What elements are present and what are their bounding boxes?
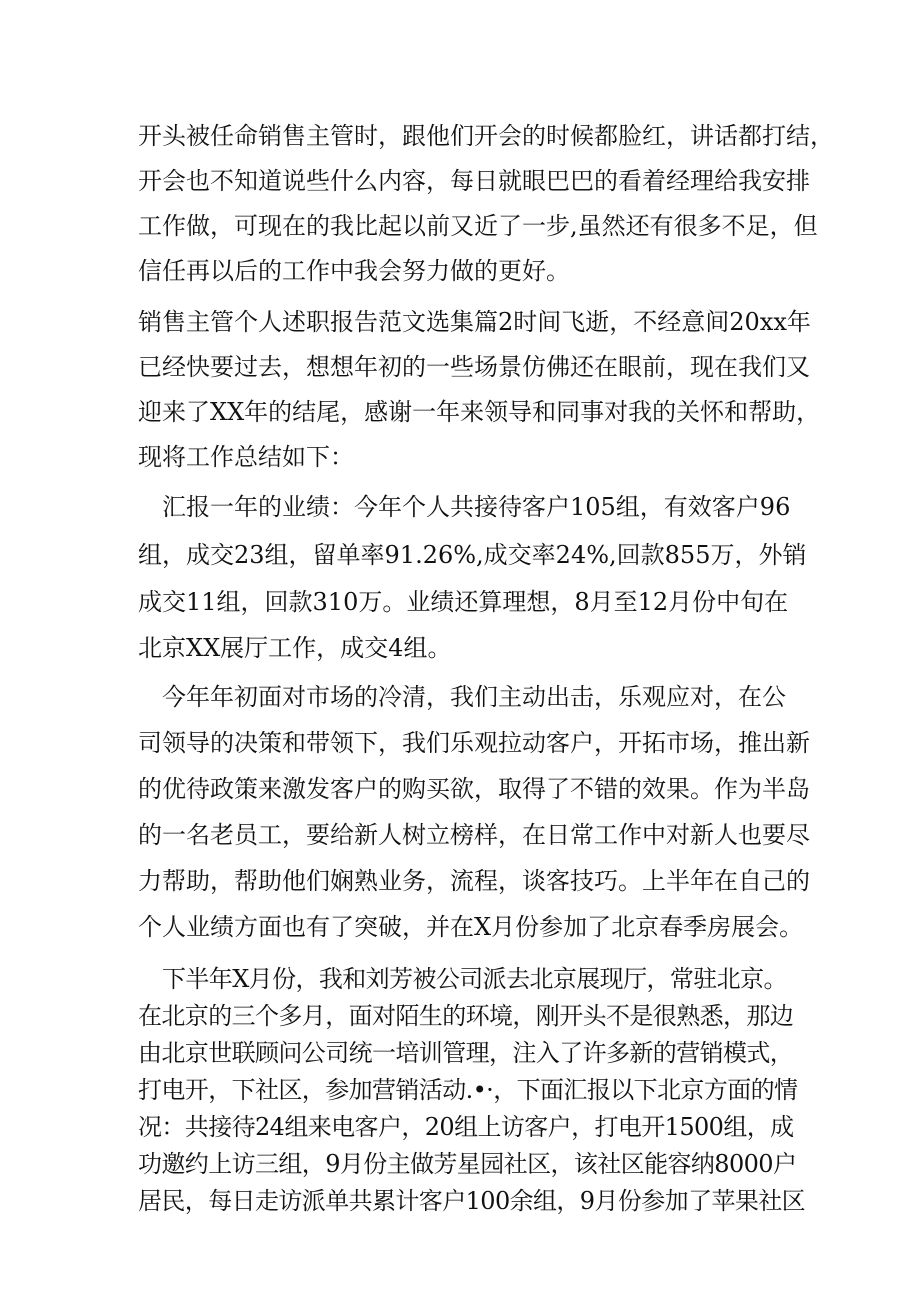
text-line: 下半年X月份，我和刘芳被公司派去北京展现厅，常驻北京。: [162, 965, 787, 993]
text-line: 销售主管个人述职报告范文选集篇2时间飞逝，不经意间20xx年: [138, 308, 811, 336]
text-line: 今年年初面对市场的冷清，我们主动出击，乐观应对，在公: [162, 683, 786, 711]
text-line: 力帮助，帮助他们娴熟业务，流程，谈客技巧。上半年在自己的: [138, 867, 810, 895]
text-line: 现将工作总结如下：: [138, 443, 354, 471]
text-line: 打电开，下社区，参加营销活动.•·，下面汇报以下北京方面的情: [138, 1076, 798, 1104]
text-line: 功邀约上访三组，9月份主做芳星园社区，该社区能容纳8000户: [138, 1150, 797, 1178]
text-line: 成交11组，回款310万。业绩还算理想，8月至12月份中旬在: [138, 588, 789, 616]
text-line: 开会也不知道说些什么内容，每日就眼巴巴的看着经理给我安排: [138, 167, 810, 195]
text-line: 信任再以后的工作中我会努力做的更好。: [138, 257, 570, 285]
text-line: 工作做，可现在的我比起以前又近了一步,虽然还有很多不足，但: [138, 212, 818, 240]
text-line: 已经快要过去，想想年初的一些场景仿佛还在眼前，现在我们又: [138, 353, 810, 381]
text-line: 北京XX展厅工作，成交4组。: [138, 634, 452, 662]
text-line: 开头被任命销售主管时，跟他们开会的时候都脸红，讲话都打结，: [138, 122, 834, 150]
text-line: 由北京世联顾问公司统一培训管理，注入了许多新的营销模式，: [138, 1039, 794, 1067]
text-line: 况：共接待24组来电客户，20组上访客户，打电开1500组，成: [138, 1113, 794, 1141]
text-line: 在北京的三个多月，面对陌生的环境，刚开头不是很熟悉，那边: [138, 1002, 794, 1030]
text-line: 司领导的决策和带领下，我们乐观拉动客户，开拓市场，推出新: [138, 729, 810, 757]
text-line: 居民，每日走访派单共累计客户100余组，9月份参加了苹果社区: [138, 1187, 806, 1215]
text-line: 的优待政策来激发客户的购买欲，取得了不错的效果。作为半岛: [138, 775, 810, 803]
text-line: 汇报一年的业绩：今年个人共接待客户105组，有效客户96: [162, 493, 791, 521]
text-line: 的一名老员工，要给新人树立榜样，在日常工作中对新人也要尽: [138, 821, 810, 849]
text-line: 个人业绩方面也有了突破，并在X月份参加了北京春季房展会。: [138, 913, 804, 941]
text-line: 迎来了XX年的结尾，感谢一年来领导和同事对我的关怀和帮助，: [138, 398, 821, 426]
text-line: 组，成交23组，留单率91.26%,成交率24%,回款855万，外销: [138, 541, 807, 569]
